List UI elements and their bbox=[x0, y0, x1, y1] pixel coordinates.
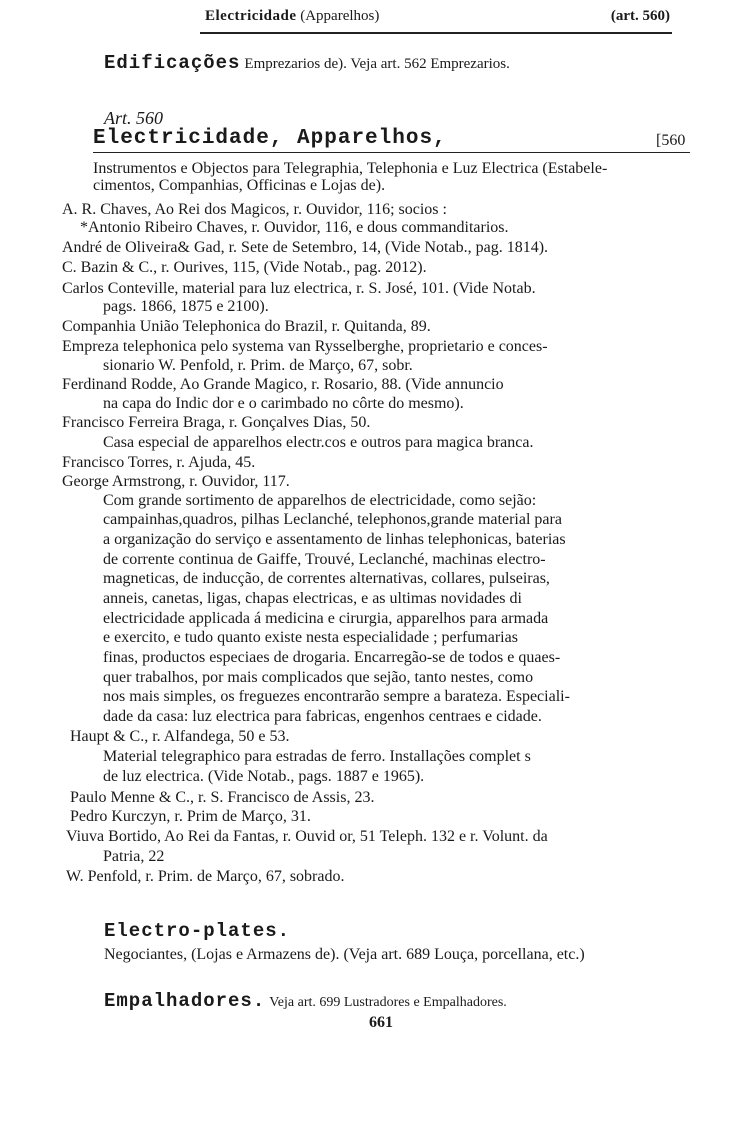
entry-line: *Antonio Ribeiro Chaves, r. Ouvidor, 116, e dous commanditarios. bbox=[80, 219, 509, 236]
entry-line: Ferdinand Rodde, Ao Grande Magico, r. Rosario, 88. (Vide annuncio bbox=[62, 376, 504, 393]
entry-line: C. Bazin & C., r. Ourives, 115, (Vide Notab., pag. 2012). bbox=[62, 259, 427, 276]
empalhadores-heading: Empalhadores. bbox=[104, 990, 266, 1012]
entry-line: André de Oliveira& Gad, r. Sete de Setembro, 14, (Vide Notab., pag. 1814). bbox=[62, 239, 549, 256]
edificacoes-entry bbox=[104, 52, 510, 74]
entry-line: A. R. Chaves, Ao Rei dos Magicos, r. Ouvidor, 116; socios : bbox=[62, 201, 447, 218]
edificacoes-text: Emprezarios de). Veja art. 562 Emprezarios. bbox=[244, 56, 510, 72]
header-rule bbox=[200, 32, 672, 34]
article-number: [560 bbox=[656, 132, 686, 149]
entry-line: Com grande sortimento de apparelhos de electricidade, como sejão: bbox=[103, 492, 537, 509]
page-number: 661 bbox=[369, 1014, 393, 1031]
article-heading: Electricidade, Apparelhos, bbox=[93, 127, 447, 150]
entry-line: George Armstrong, r. Ouvidor, 117. bbox=[62, 473, 290, 490]
entry-line: Haupt & C., r. Alfandega, 50 e 53. bbox=[70, 728, 290, 745]
empalhadores-text: Veja art. 699 Lustradores e Empalhadores. bbox=[269, 995, 507, 1010]
header-title: Electricidade bbox=[205, 8, 297, 24]
entry-line: na capa do Indic dor e o carimbado no côrte do mesmo). bbox=[103, 395, 464, 412]
entry-line: pags. 1866, 1875 e 2100). bbox=[103, 298, 269, 315]
electroplates-heading: Electro-plates. bbox=[104, 920, 291, 942]
entry-line: quer trabalhos, por mais complicados que sejão, tanto nestes, como bbox=[103, 669, 534, 686]
header-subtitle: (Apparelhos) bbox=[300, 8, 380, 24]
entry-line: anneis, canetas, ligas, chapas electricas, e as ultimas novidades di bbox=[103, 590, 522, 607]
entry-line: Patria, 22 bbox=[103, 848, 165, 865]
electroplates-text: Negociantes, (Lojas e Armazens de). (Veja art. 689 Louça, porcellana, etc.) bbox=[104, 946, 585, 963]
entry-line: W. Penfold, r. Prim. de Março, 67, sobrado. bbox=[66, 868, 345, 885]
edificacoes-heading: Edificações bbox=[104, 52, 241, 74]
entry-line: Paulo Menne & C., r. S. Francisco de Assis, 23. bbox=[70, 789, 375, 806]
entry-line: de corrente continua de Gaiffe, Trouvé, Leclanché, machinas electro- bbox=[103, 551, 546, 568]
entry-line: magneticas, de inducção, de correntes alternativas, collares, pulseiras, bbox=[103, 570, 550, 587]
entry-line: a organização do serviço e assentamento de linhas telephonicas, baterias bbox=[103, 531, 566, 548]
article-description-line: Instrumentos e Objectos para Telegraphia, Telephonia e Luz Electrica (Estabele- bbox=[93, 160, 608, 177]
entry-line: Pedro Kurczyn, r. Prim de Março, 31. bbox=[70, 808, 311, 825]
entry-line: Companhia União Telephonica do Brazil, r. Quitanda, 89. bbox=[62, 318, 431, 335]
entry-line: Casa especial de apparelhos electr.cos e outros para magica branca. bbox=[103, 434, 534, 451]
entry-line: e exercito, e tudo quanto existe nesta especialidade ; perfumarias bbox=[103, 629, 518, 646]
article-label: Art. 560 bbox=[104, 108, 164, 128]
entry-line: finas, productos especiaes de drogaria. Encarregão-se de todos e quaes- bbox=[103, 649, 561, 666]
entry-line: Empreza telephonica pelo systema van Rysselberghe, proprietario e conces- bbox=[62, 338, 548, 355]
article-description-line: cimentos, Companhias, Officinas e Lojas de). bbox=[93, 177, 386, 194]
running-header bbox=[205, 8, 670, 25]
entry-line: dade da casa: luz electrica para fabricas, engenhos centraes e cidade. bbox=[103, 708, 542, 725]
empalhadores-entry bbox=[104, 990, 507, 1012]
entry-line: Viuva Bortido, Ao Rei da Fantas, r. Ouvid or, 51 Teleph. 132 e r. Volunt. da bbox=[66, 828, 548, 845]
entry-line: sionario W. Penfold, r. Prim. de Março, 67, sobr. bbox=[103, 357, 413, 374]
entry-line: nos mais simples, os freguezes encontrarão sempre a barateza. Especiali- bbox=[103, 688, 570, 705]
entry-line: electricidade applicada á medicina e cirurgia, apparelhos para armada bbox=[103, 610, 549, 627]
entry-line: Francisco Ferreira Braga, r. Gonçalves Dias, 50. bbox=[62, 414, 371, 431]
entry-line: de luz electrica. (Vide Notab., pags. 1887 e 1965). bbox=[103, 768, 425, 785]
article-rule bbox=[93, 152, 690, 153]
entry-line: campainhas,quadros, pilhas Leclanché, telephonos,grande material para bbox=[103, 511, 562, 528]
entry-line: Material telegraphico para estradas de ferro. Installações complet s bbox=[103, 748, 531, 765]
header-article: (art. 560) bbox=[610, 8, 670, 24]
entry-line: Francisco Torres, r. Ajuda, 45. bbox=[62, 454, 256, 471]
entry-line: Carlos Conteville, material para luz electrica, r. S. José, 101. (Vide Notab. bbox=[62, 280, 536, 297]
